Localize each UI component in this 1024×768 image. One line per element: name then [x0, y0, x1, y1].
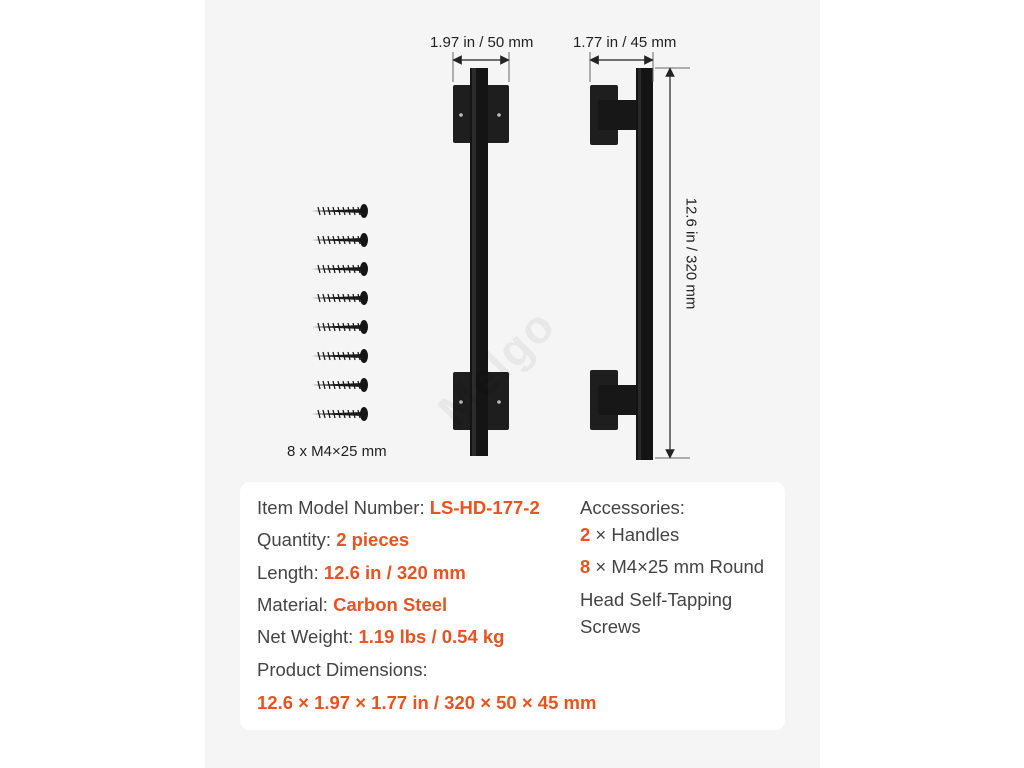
screws-caption: 8 x M4×25 mm [287, 443, 387, 460]
spec-quantity [257, 529, 409, 551]
spec-dimensions-value: 12.6 × 1.97 × 1.77 in / 320 × 50 × 45 mm [257, 692, 597, 713]
screw [312, 204, 368, 218]
screw [312, 378, 368, 392]
accessories-handles-text: × Handles [590, 524, 680, 545]
width-dimension-label: 1.97 in / 50 mm [430, 34, 534, 51]
spec-model-label: Item Model Number: [257, 497, 430, 518]
accessories-screws-count: 8 [580, 556, 591, 577]
spec-weight [257, 626, 504, 648]
spec-quantity-label: Quantity: [257, 529, 337, 550]
accessories-screws-text-2: Head Self-Tapping [580, 589, 733, 610]
spec-material-value: Carbon Steel [333, 594, 448, 615]
handle-side-view [590, 68, 653, 460]
spec-length-value: 12.6 in / 320 mm [323, 562, 466, 583]
accessories-screws-text-1: × M4×25 mm Round [590, 556, 765, 577]
screw [312, 233, 368, 247]
spec-card [240, 482, 785, 730]
screws-illustration [312, 204, 368, 421]
accessories-handles-count: 2 [580, 524, 591, 545]
screw [312, 320, 368, 334]
spec-length [257, 562, 466, 584]
accessories-screws-text-3: Screws [580, 616, 641, 637]
accessories-screws [580, 556, 764, 578]
screw [312, 407, 368, 421]
screw [312, 349, 368, 363]
spec-weight-label: Net Weight: [257, 626, 359, 647]
spec-material-label: Material: [257, 594, 334, 615]
spec-dimensions-label: Product Dimensions: [257, 659, 428, 680]
spec-material [257, 594, 447, 616]
spec-model [257, 497, 540, 519]
depth-dimension-label: 1.77 in / 45 mm [573, 34, 677, 51]
length-dimension-label: 12.6 in / 320 mm [682, 197, 700, 310]
screw [312, 291, 368, 305]
screw [312, 262, 368, 276]
spec-length-label: Length: [257, 562, 324, 583]
accessories-handles [580, 524, 679, 546]
watermark-logo: Melgo [427, 298, 566, 436]
spec-quantity-value: 2 pieces [336, 529, 410, 550]
accessories-title: Accessories: [580, 497, 685, 518]
spec-weight-value: 1.19 lbs / 0.54 kg [358, 626, 505, 647]
spec-model-value: LS-HD-177-2 [429, 497, 540, 518]
